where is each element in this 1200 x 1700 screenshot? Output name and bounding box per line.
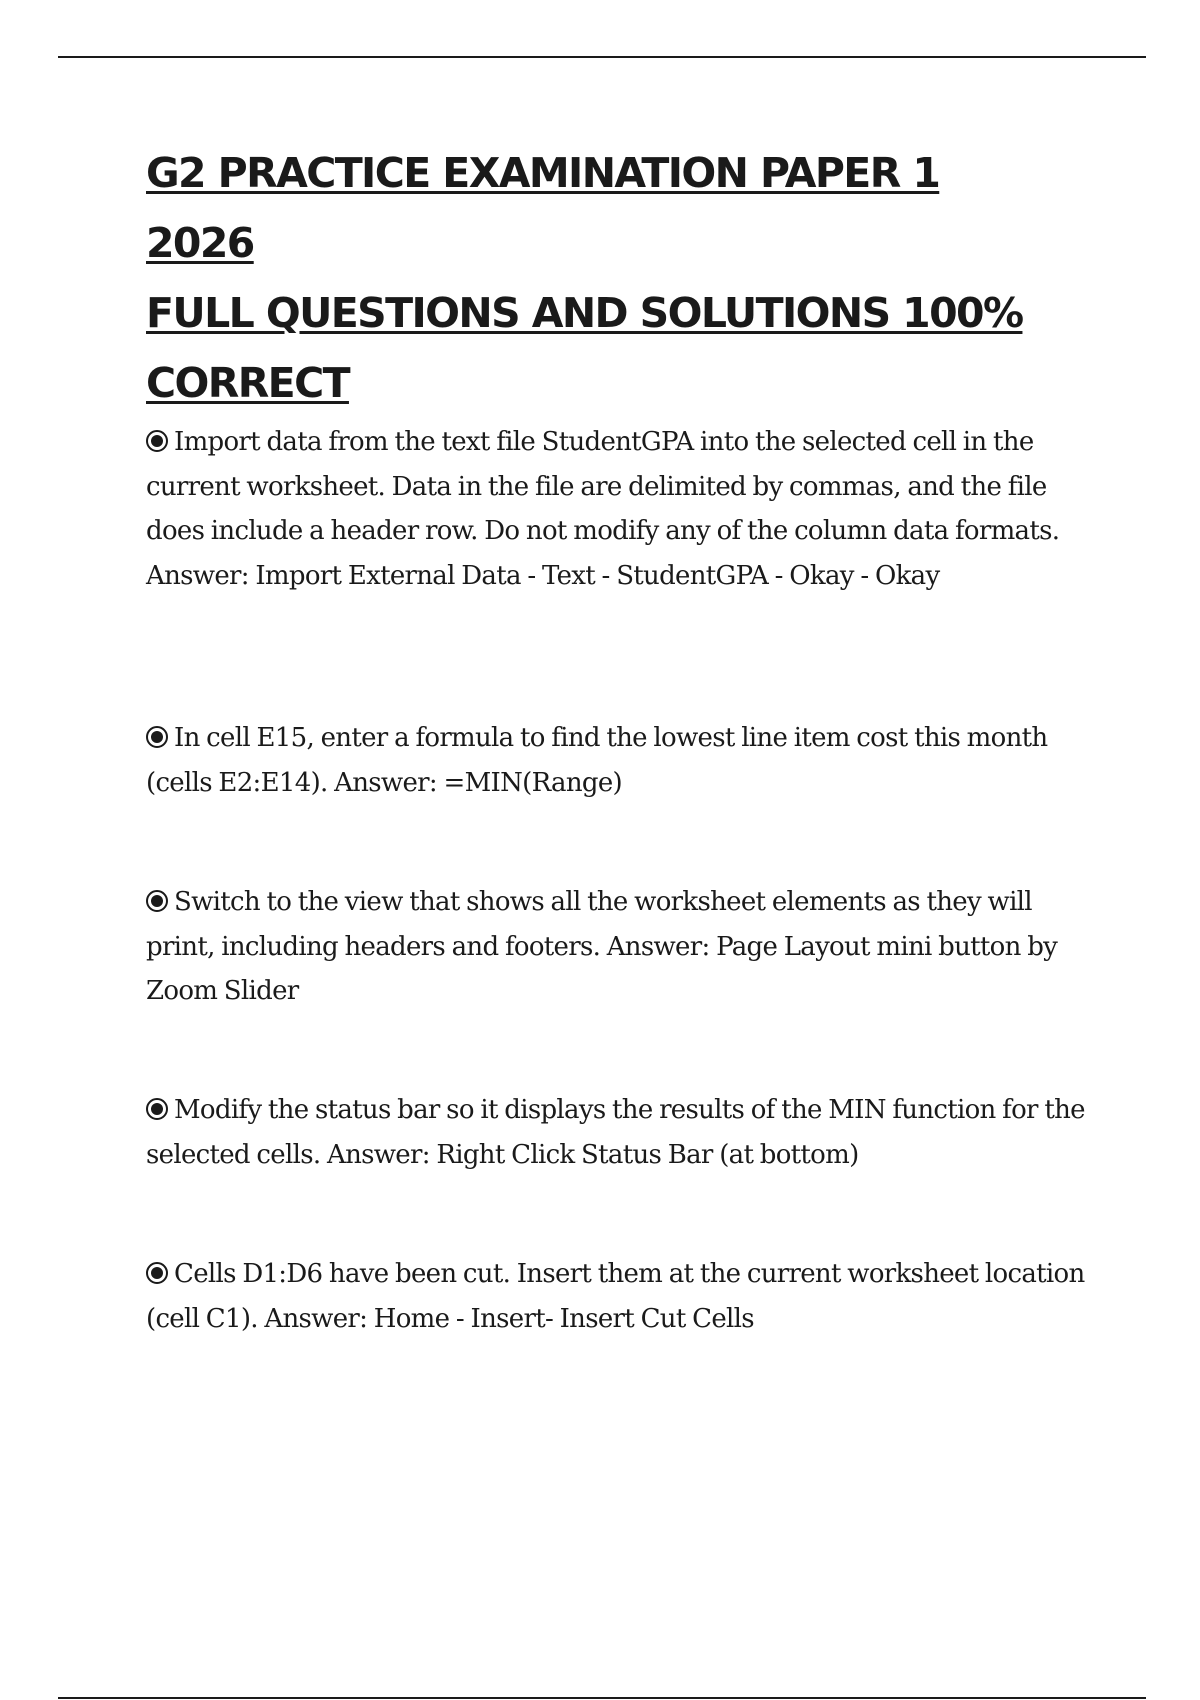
title-line-1: G2 PRACTICE EXAMINATION PAPER 1 2026 — [146, 149, 940, 267]
fisheye-bullet-icon — [146, 1098, 168, 1120]
question-item — [146, 880, 1096, 1014]
title-line-3: CORRECT — [146, 359, 349, 407]
question-item — [146, 716, 1096, 805]
page-title — [146, 138, 1046, 418]
fisheye-bullet-icon — [146, 890, 168, 912]
question-text: Import data from the text file StudentGPA into the selected cell in the current worksheet. Data in the file are delimited by commas, and the file does include a header row. Do not modify any of the column data formats. Answer: Import External Data - Text - StudentGPA - Okay - Okay — [146, 427, 1060, 591]
question-text: Modify the status bar so it displays the results of the MIN function for the selected cells. Answer: Right Click Status Bar (at bottom) — [146, 1095, 1085, 1170]
top-divider — [58, 56, 1146, 58]
question-item — [146, 1088, 1096, 1177]
title-line-2: FULL QUESTIONS AND SOLUTIONS 100% — [146, 289, 1023, 337]
bottom-divider — [58, 1697, 1146, 1699]
fisheye-bullet-icon — [146, 726, 168, 748]
fisheye-bullet-icon — [146, 430, 168, 452]
question-text: Switch to the view that shows all the worksheet elements as they will print, including headers and footers. Answer: Page Layout mini button by Zoom Slider — [146, 887, 1058, 1006]
question-item — [146, 420, 1096, 598]
question-item — [146, 1252, 1096, 1341]
fisheye-bullet-icon — [146, 1262, 168, 1284]
question-text: In cell E15, enter a formula to find the lowest line item cost this month (cells E2:E14). Answer: =MIN(Range) — [146, 723, 1048, 798]
question-text: Cells D1:D6 have been cut. Insert them at the current worksheet location (cell C1). Answer: Home - Insert- Insert Cut Cells — [146, 1259, 1085, 1334]
